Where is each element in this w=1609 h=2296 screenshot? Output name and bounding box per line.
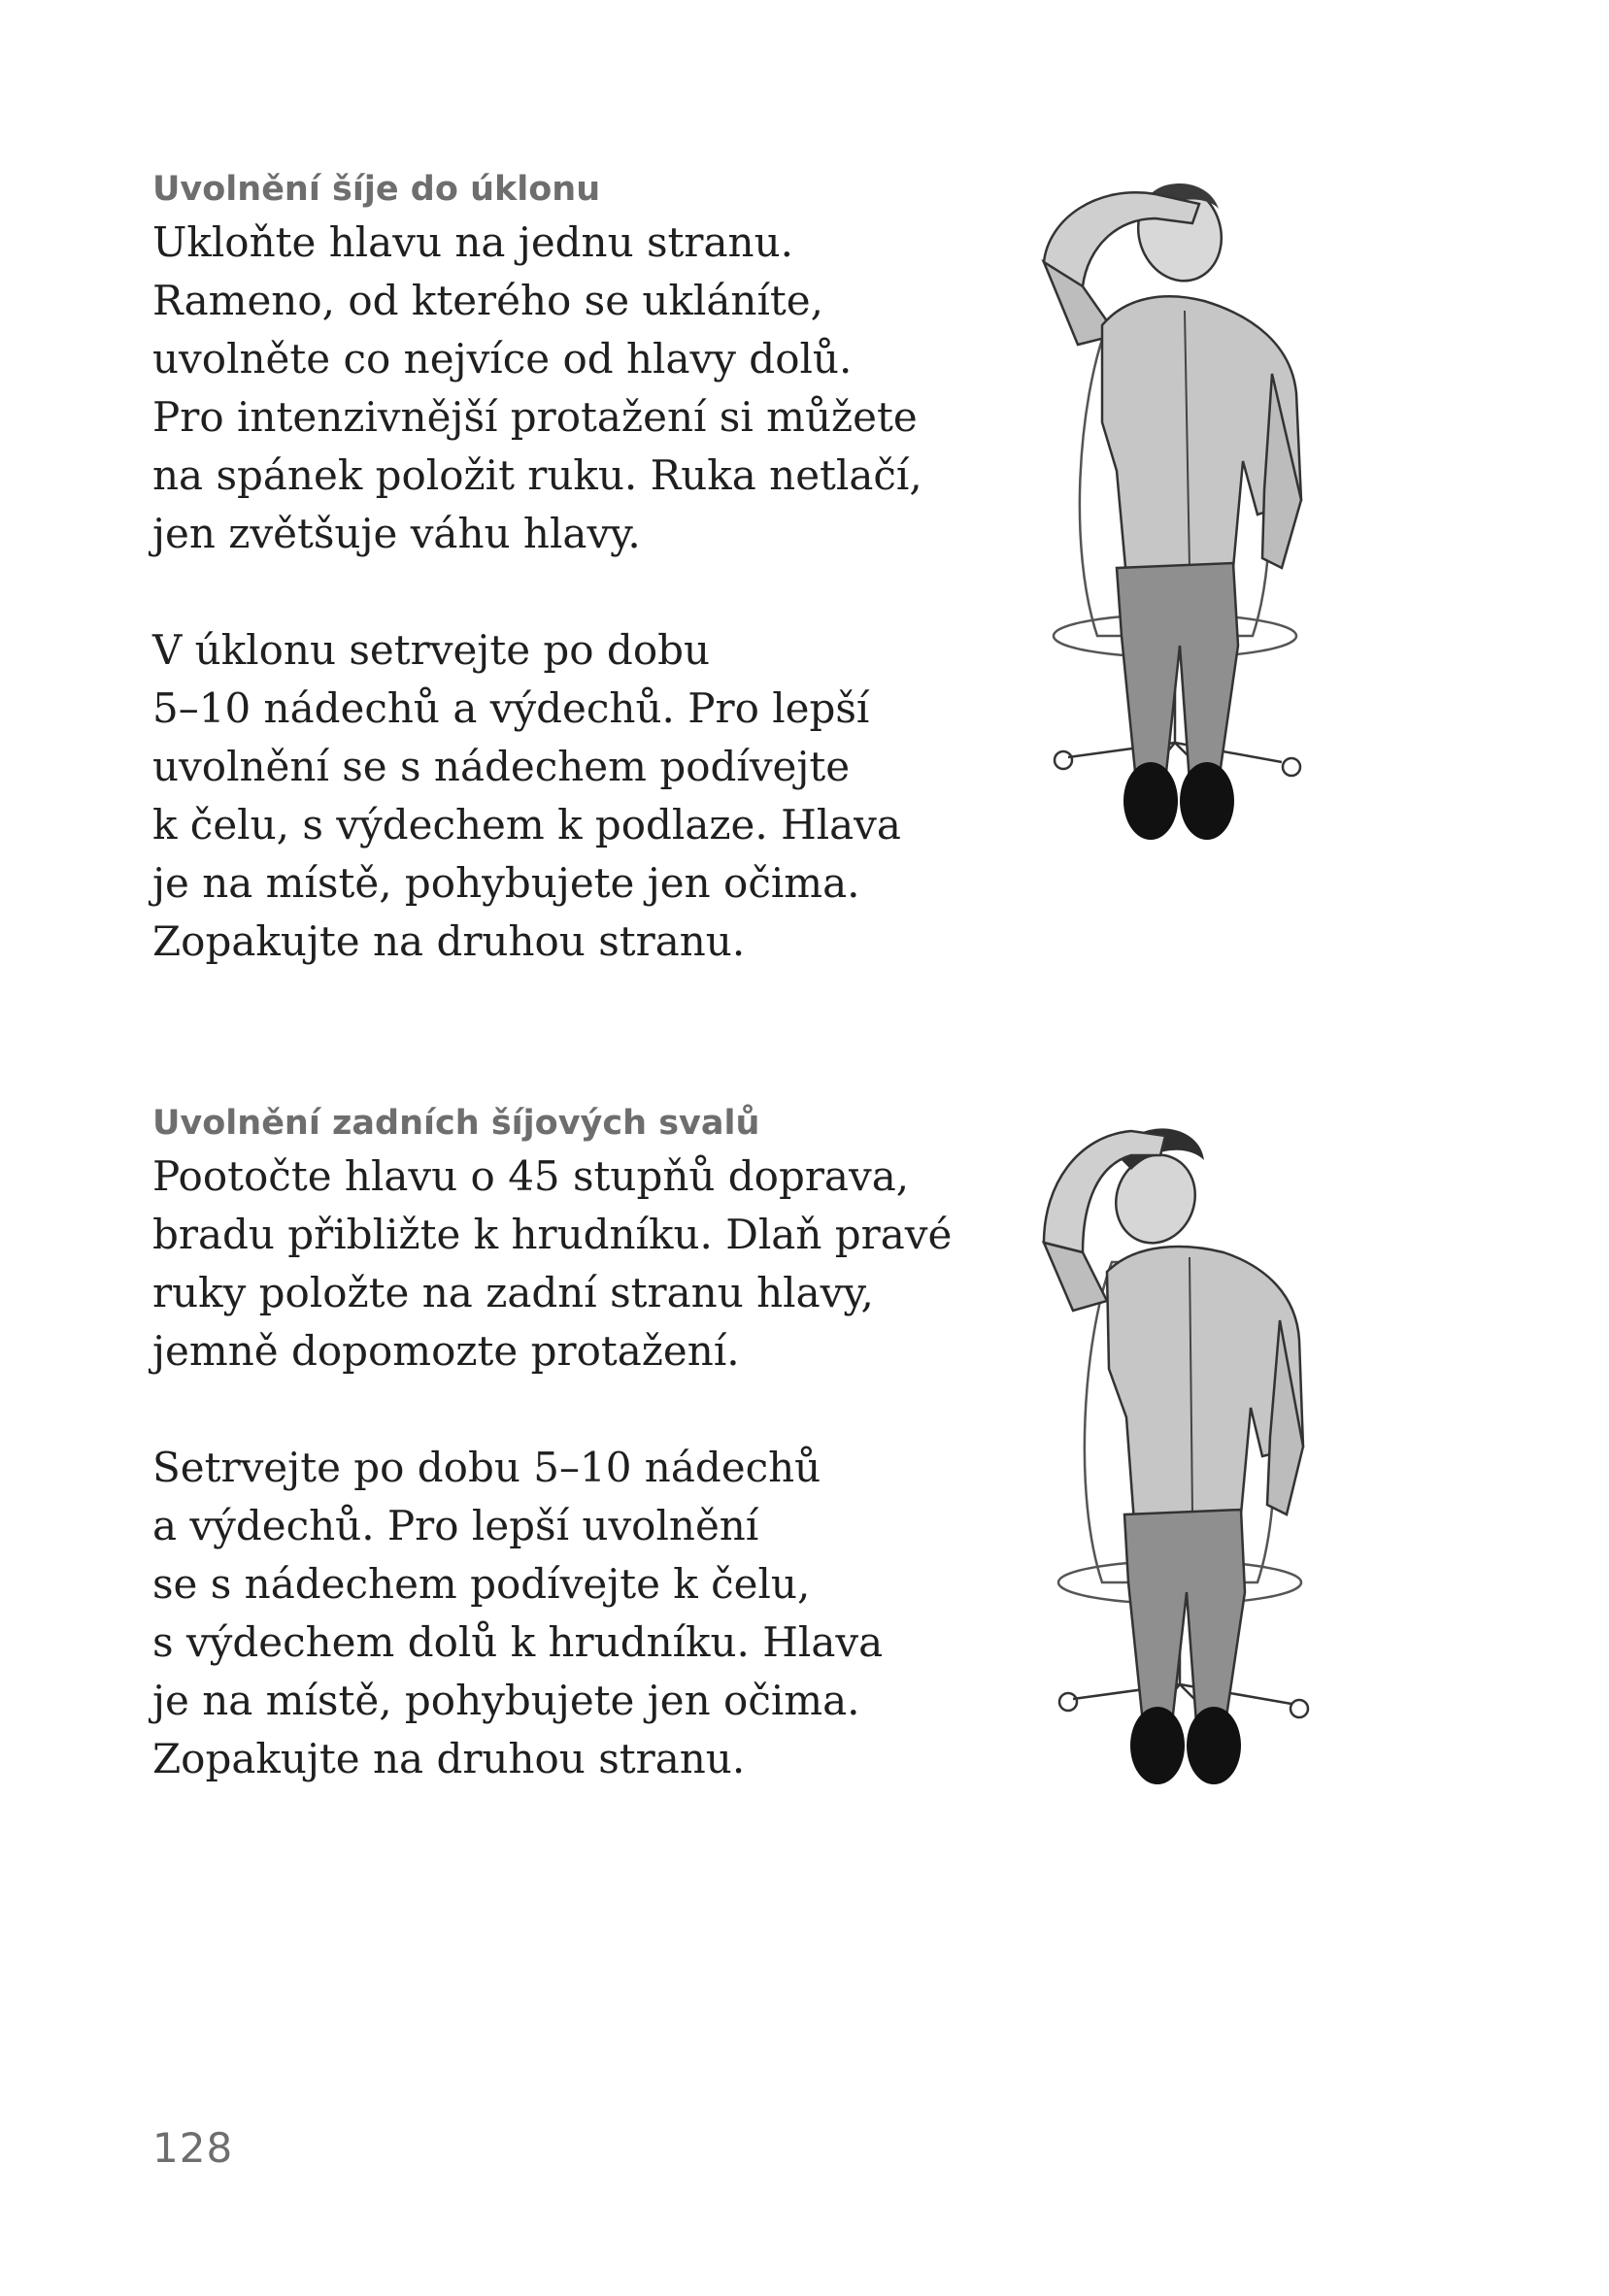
- text-line: s výdechem dolů k hrudníku. Hlava: [152, 1618, 884, 1666]
- hold-paragraph: [152, 1439, 929, 1788]
- text-line: se s nádechem podívejte k čelu,: [152, 1560, 811, 1608]
- text-line: jemně dopomozte protažení.: [152, 1327, 740, 1375]
- section-heading: Uvolnění šíje do úklonu: [152, 170, 601, 209]
- hold-paragraph: [152, 621, 929, 971]
- text-line: jen zvětšuje váhu hlavy.: [152, 510, 641, 557]
- text-line: Rameno, od kterého se ukláníte,: [152, 277, 823, 324]
- exercise-section-lateral-neck: [152, 165, 929, 971]
- text-line: 5–10 nádechů a výdechů. Pro lepší: [152, 684, 870, 732]
- text-line: bradu přibližte k hrudníku. Dlaň pravé: [152, 1211, 953, 1258]
- text-line: k čelu, s výdechem k podlaze. Hlava: [152, 801, 901, 849]
- text-line: Pro intenzivnější protažení si můžete: [152, 393, 918, 441]
- text-line: je na místě, pohybujete jen očima.: [152, 859, 860, 907]
- illustration-posterior-neck-stretch: [1020, 1116, 1340, 1893]
- instruction-paragraph: [152, 214, 929, 563]
- text-line: Pootočte hlavu o 45 stupňů doprava,: [152, 1152, 910, 1200]
- exercise-section-posterior-neck: [152, 1099, 953, 1788]
- page-number: 128: [152, 2124, 234, 2172]
- text-line: uvolnění se s nádechem podívejte: [152, 743, 851, 790]
- text-line: na spánek položit ruku. Ruka netlačí,: [152, 451, 922, 499]
- text-line: a výdechů. Pro lepší uvolnění: [152, 1502, 759, 1549]
- text-line: V úklonu setrvejte po dobu: [152, 626, 711, 674]
- text-line: je na místě, pohybujete jen očima.: [152, 1677, 860, 1724]
- text-line: Ukloňte hlavu na jednu stranu.: [152, 218, 794, 266]
- section-heading: Uvolnění zadních šíjových svalů: [152, 1104, 760, 1143]
- text-line: Zopakujte na druhou stranu.: [152, 917, 746, 965]
- text-line: Zopakujte na druhou stranu.: [152, 1735, 746, 1782]
- instruction-paragraph: [152, 1148, 953, 1381]
- text-line: ruky položte na zadní stranu hlavy,: [152, 1269, 874, 1316]
- illustration-lateral-neck-stretch: [1010, 180, 1340, 956]
- text-line: Setrvejte po dobu 5–10 nádechů: [152, 1444, 821, 1491]
- text-line: uvolněte co nejvíce od hlavy dolů.: [152, 335, 853, 383]
